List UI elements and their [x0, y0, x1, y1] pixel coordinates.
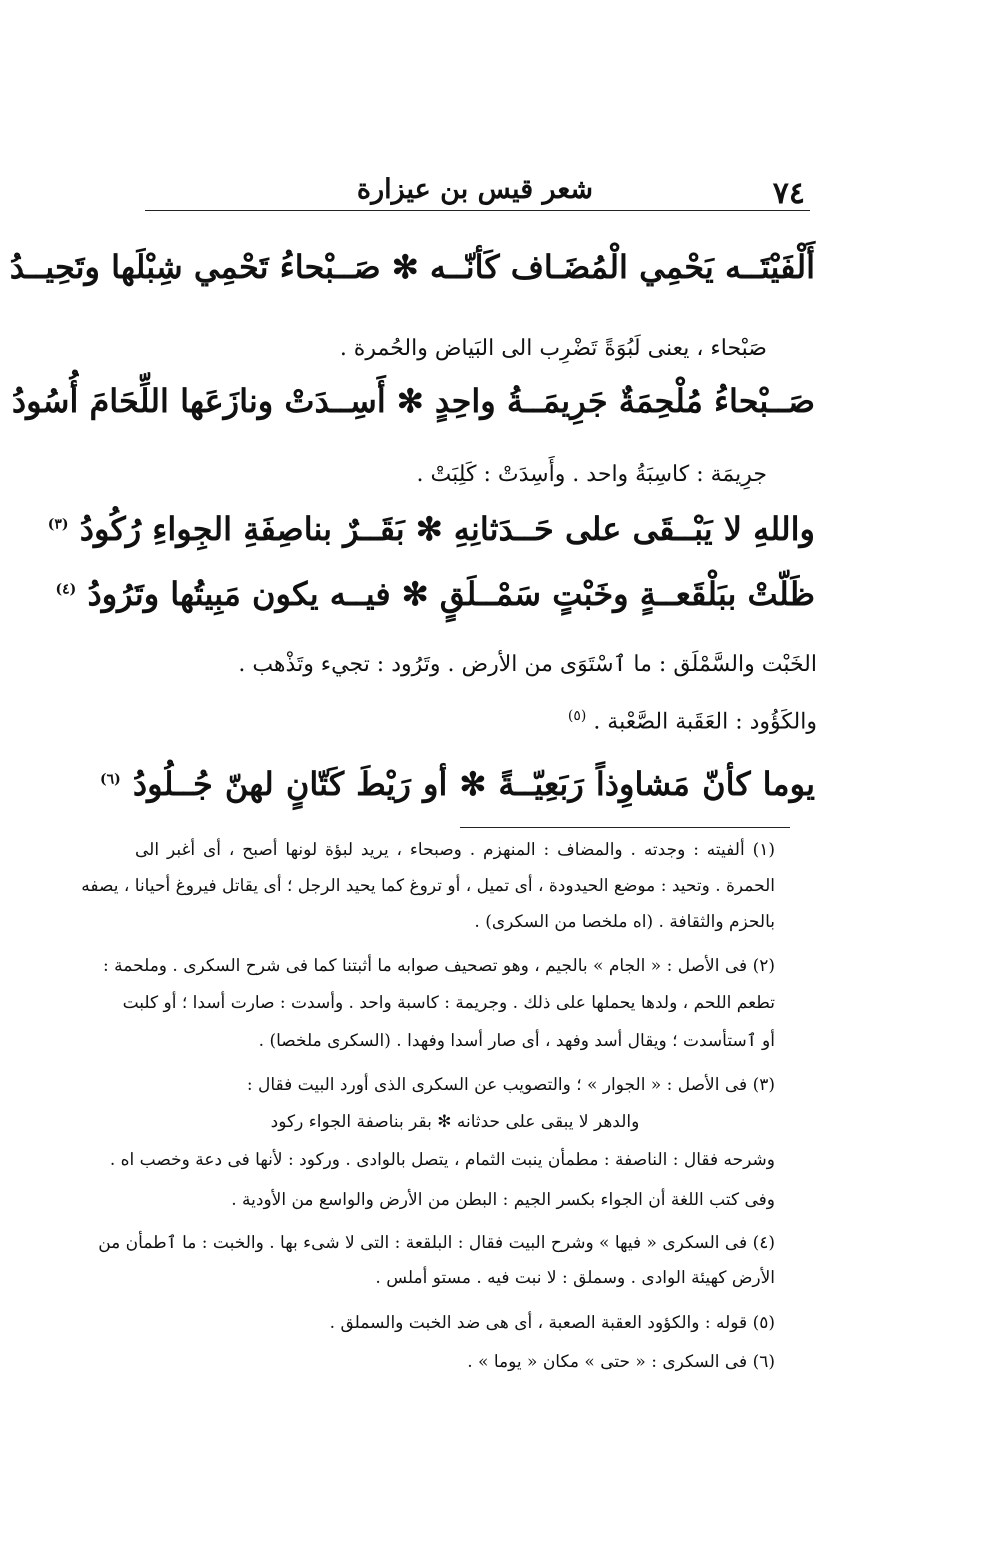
footnote-line: الأرض كهيئة الوادى . وسملق : لا نبت فيه . مستو أملس . [375, 1268, 775, 1288]
page-number: ٧٤ [772, 176, 805, 211]
gloss-1: صَبْحاء ، يعنى لَبُوَةً تَضْرِب الى البَياض والحُمرة . [339, 336, 767, 361]
footnote-line: (٤) فى السكرى « فيها » وشرح البيت فقال : البلقعة : التى لا شىء بها . والخبت : ما ٱطمأن من [98, 1233, 775, 1253]
verse-3-note-ref: (٣) [47, 516, 69, 533]
verse-5-note-ref: (٦) [100, 771, 121, 788]
footnote-line: تطعم اللحم ، ولدها يحملها على ذلك . وجريمة : كاسبة واحد . وأسدت : صارت أسدا ؛ أو كلبت [122, 993, 775, 1013]
footnote-line: أو ٱستأسدت ؛ ويقال أسد وفهد ، أى صار أسدا وفهدا . (السكرى ملخصا) . [258, 1031, 775, 1051]
footnote-line: وشرحه فقال : الناصفة : مطمأن ينبت الثمام ، يتصل بالوادى . وركود : لأنها فى دعة وخصب اه . [109, 1150, 775, 1170]
verse-4-text: ظَلّتْ ببَلْقَعــةٍ وخَبْتٍ سَمْــلَقٍ ✻ فيــه يكون مَبِيتُها وتَرُودُ [87, 575, 815, 613]
footnote-rule [460, 827, 790, 828]
running-title: شعر قيس بن عيزارة [356, 174, 594, 205]
footnote-line: (١) ألفيته : وجدته . والمضاف : المنهزم . وصبحاء ، يريد لبؤة لونها أصبح ، أى أغبر الى [135, 840, 775, 860]
gloss-4 [568, 708, 817, 734]
verse-1-text: أَلْفَيْتَــه يَحْمِي الْمُضَـاف كَأنّــه ✻ صَــبْحاءُ تَحْمِي شِبْلَها وتَحِيــدُ [9, 248, 815, 286]
footnote-line: الحمرة . وتحيد : موضع الحيدودة ، أى تميل ، أو تروغ كما يحيد الرجل ؛ أى يقاتل فيروغ أحيانا ، يصفه [81, 876, 775, 896]
verse-1 [9, 248, 815, 286]
verse-3 [47, 510, 815, 548]
gloss-4-text: والكَؤُود : العَقَبة الصَّعْبة . [593, 709, 817, 735]
verse-2-note-ref [0, 388, 1, 404]
gloss-4-note-ref: (٥) [567, 708, 587, 724]
footnote-line: (٣) فى الأصل : « الجوار » ؛ والتصويب عن السكرى الذى أورد البيت فقال : [246, 1075, 775, 1095]
verse-2-text: صَــبْحاءُ مُلْحِمَةٌ جَرِيمَــةُ واحِدٍ ✻ أَسِــدَتْ ونازَعَها اللِّحَامَ أُسُودُ [11, 382, 815, 420]
verse-5-text: يوما كأنّ مَشاوِذاً رَبَعِيّــةً ✻ أو رَيْطَ كَتّانٍ لهنّ جُــلُودُ [132, 765, 816, 803]
verse-2 [11, 382, 815, 420]
gloss-3: الخَبْت والسَّمْلَق : ما ٱسْتَوَى من الأرض . وتَرُود : تجيء وتَذْهب . [238, 652, 817, 677]
header-rule [145, 210, 810, 211]
verse-4-note-ref: (٤) [55, 581, 77, 598]
verse-3-text: واللهِ لا يَبْــقَى على حَــدَثانِهِ ✻ بَقَــرٌ بناصِفَةِ الجِواءِ رُكُودُ [79, 510, 815, 548]
verse-5 [100, 765, 815, 803]
gloss-2: جرِيمَة : كاسِبَةُ واحد . وأَسِدَتْ : كَلِبَتْ . [416, 462, 767, 487]
page-header [145, 170, 805, 210]
footnote-line: (٢) فى الأصل : « الجام » بالجيم ، وهو تصحيف صوابه ما أثبتنا كما فى شرح السكرى . وملحمة : [103, 956, 775, 976]
footnote-line: (٥) قوله : والكؤود العقبة الصعبة ، أى هى ضد الخبت والسملق . [329, 1313, 775, 1333]
footnote-line: وفى كتب اللغة أن الجواء بكسر الجيم : البطن من الأرض والواسع من الأودية . [231, 1190, 775, 1210]
footnote-quoted-verse: والدهر لا يبقى على حدثانه ✻ بقر بناصفة الجواء ركود [270, 1112, 640, 1132]
footnote-line: (٦) فى السكرى : « حتى » مكان « يوما » . [467, 1352, 775, 1372]
footnote-line: بالحزم والثقافة . (اه ملخصا من السكرى) . [474, 912, 775, 932]
verse-4 [55, 575, 815, 613]
